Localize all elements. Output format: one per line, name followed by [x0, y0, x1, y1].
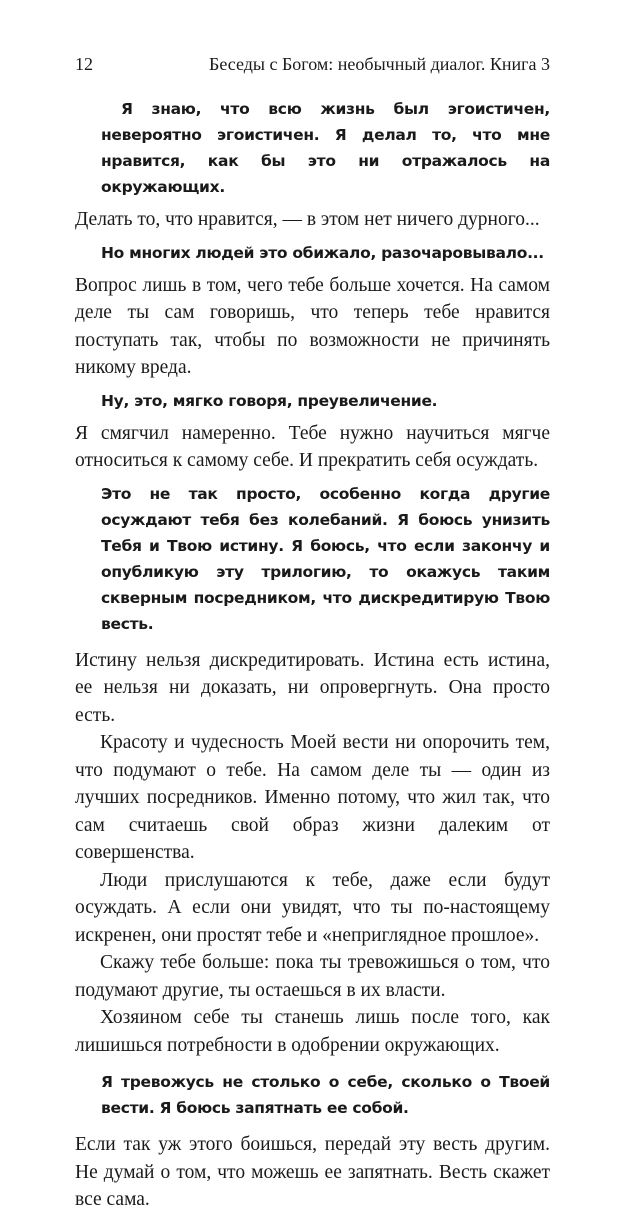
question-paragraph: Но многих людей это обижало, разочаровывало...: [101, 243, 544, 262]
answer-paragraph: Красоту и чудесность Моей вести ни опорочить тем, что подумают о тебе. На самом деле ты — один из лучших посредников. Именно потому, что жил так, что сам считаешь свой образ жизни далеким от совершенства.: [75, 732, 550, 863]
answer-paragraph: Люди прислушаются к тебе, даже если будут осуждать. А если они увидят, что ты по-настоящему искренен, они простят тебе и «неприглядное прошлое».: [75, 869, 550, 946]
answer-paragraph: Если так уж этого боишься, передай эту весть другим. Не думай о том, что можешь ее запятнать. Весть скажет все сама.: [75, 1134, 550, 1210]
question-paragraph: Ну, это, мягко говоря, преувеличение.: [101, 391, 438, 410]
answer-paragraph: Делать то, что нравится, — в этом нет ничего дурного...: [75, 209, 540, 230]
answer-paragraph: Истину нельзя дискредитировать. Истина есть истина, ее нельзя ни доказать, ни опровергнуть. Она просто есть.: [75, 649, 550, 726]
running-header: [75, 52, 550, 76]
question-paragraph: Я знаю, что всю жизнь был эгоистичен, невероятно эгоистичен. Я делал то, что мне нравится, как бы это ни отражалось на окружающих.: [101, 100, 550, 196]
question-paragraph: Я тревожусь не столько о себе, сколько о Твоей вести. Я боюсь запятнать ее собой.: [101, 1073, 550, 1117]
page-body: [75, 96, 550, 1214]
answer-paragraph: Я смягчил намеренно. Тебе нужно научиться мягче относиться к самому себе. И прекратить себя осуждать.: [75, 422, 550, 471]
question-paragraph: Это не так просто, особенно когда другие осуждают тебя без колебаний. Я боюсь унизить Тебя и Твою истину. Я боюсь, что если закончу и опубликую эту трилогию, то окажусь таким скверным посредником, что дискредитирую Твою весть.: [101, 484, 550, 633]
page-number: 12: [75, 54, 93, 74]
answer-paragraph: Вопрос лишь в том, чего тебе больше хочется. На самом деле ты сам говоришь, что теперь тебе нравится поступать так, чтобы по возможности не причинять никому вреда.: [75, 274, 550, 378]
answer-paragraph: Скажу тебе больше: пока ты тревожишься о том, что подумают другие, ты остаешься в их власти.: [75, 952, 550, 1001]
answer-paragraph: Хозяином себе ты станешь лишь после того, как лишишься потребности в одобрении окружающих.: [75, 1007, 550, 1056]
running-title: Беседы с Богом: необычный диалог. Книга 3: [209, 54, 550, 74]
